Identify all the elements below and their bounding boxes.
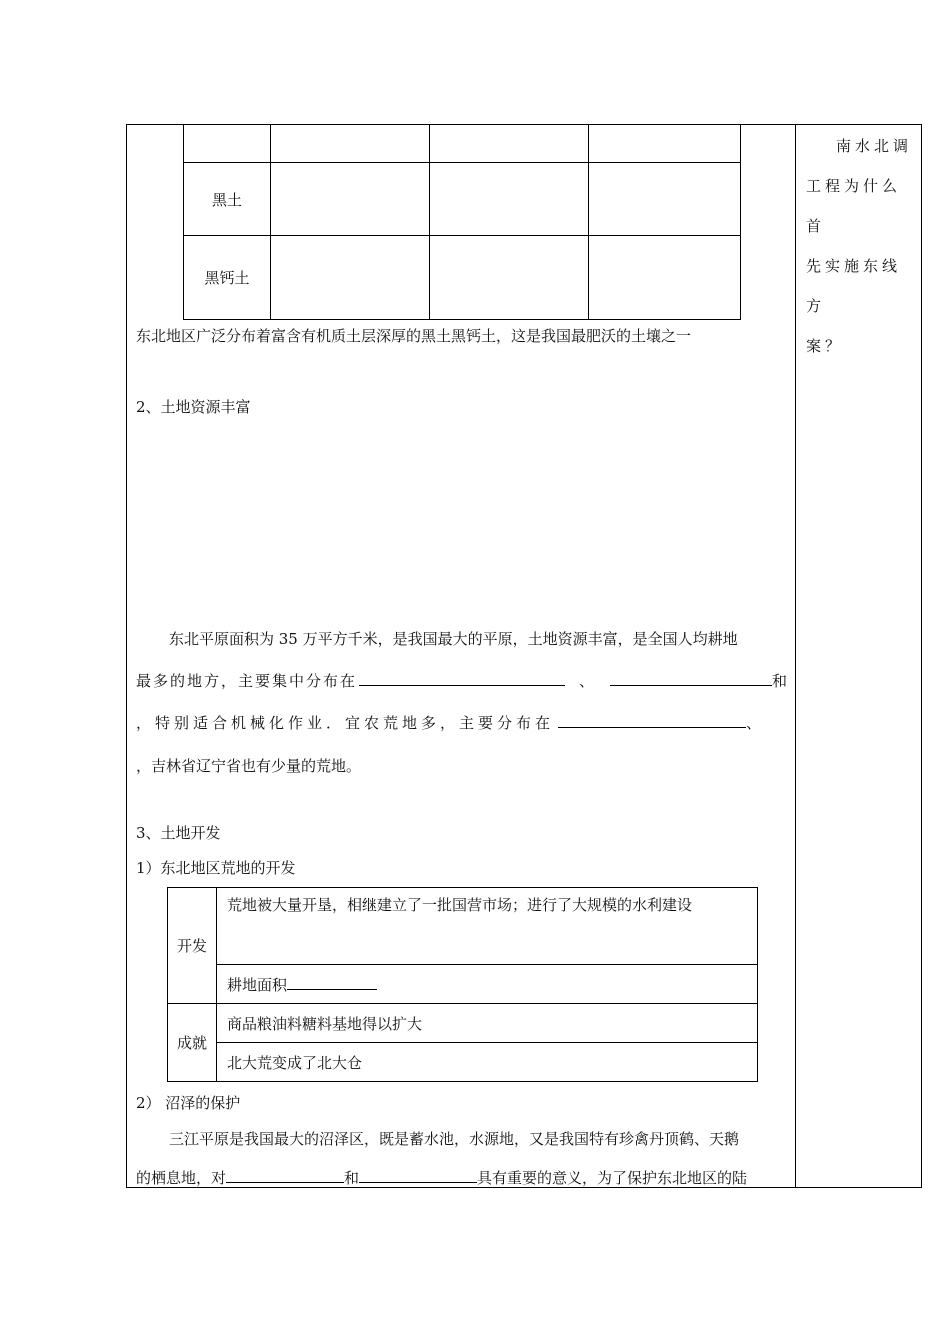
table-row [168,1043,758,1082]
side-note-line: 工程为什么首 [806,177,902,235]
development-table [167,887,758,1082]
table-cell: 商品粮油料糖料基地得以扩大 [217,1004,758,1043]
table-row [184,236,741,320]
subsection-heading: 2） 沼泽的保护 [136,1094,241,1112]
section-heading: 3、土地开发 [136,824,221,842]
paragraph-text: 最多的地方，主要集中分布在 [136,672,358,690]
paragraph-line [136,1167,747,1188]
answer-cell[interactable] [589,236,741,320]
soil-label-cell: 黑钙土 [184,236,271,320]
answer-cell[interactable] [589,125,741,163]
table-row [184,163,741,236]
answer-cell[interactable] [430,125,589,163]
fill-blank[interactable] [226,1167,344,1183]
answer-cell[interactable] [271,125,430,163]
paragraph-text: ，特别适合机械化作业．宜农荒地多，主要分布在 [136,714,555,732]
side-note-line: 南水北调 [836,137,913,155]
fill-blank[interactable] [287,974,377,990]
paragraph-line: 东北平原面积为 35 万平方千米，是我国最大的平原，土地资源丰富，是全国人均耕地 [169,630,738,648]
paragraph-text: 的栖息地，对 [136,1169,227,1187]
fill-blank[interactable] [610,670,772,686]
paragraph-line [136,712,765,733]
paragraph-text: 、 [579,672,597,690]
answer-cell[interactable] [430,163,589,236]
column-divider [795,124,796,1188]
table-cell-text: 耕地面积 [227,975,288,994]
answer-cell[interactable] [589,163,741,236]
soil-table [183,124,741,320]
paragraph-text: 和 [772,672,790,690]
answer-cell[interactable] [430,236,589,320]
paragraph-line: 三江平原是我国最大的沼泽区，既是蓄水池，水源地，又是我国特有珍禽丹顶鹤、天鹅 [169,1130,740,1148]
table-row [168,965,758,1004]
soil-label-cell [184,125,271,163]
fill-blank[interactable] [359,1167,477,1183]
table-cell [217,965,758,1004]
row-header: 开发 [168,888,217,1004]
side-note-line: 案？ [806,337,845,355]
section-heading: 2、土地资源丰富 [136,398,251,416]
soil-label-cell: 黑土 [184,163,271,236]
answer-cell[interactable] [271,236,430,320]
fill-blank[interactable] [359,670,565,686]
answer-cell[interactable] [271,163,430,236]
table-cell: 北大荒变成了北大仓 [217,1043,758,1082]
side-note [806,126,914,366]
table-row [168,888,758,965]
paragraph-text: 、 [746,714,766,732]
side-note-line: 先实施东线方 [806,257,902,315]
table-row [184,125,741,163]
paragraph-text: 具有重要的意义，为了保护东北地区的陆 [477,1169,748,1187]
table-cell: 荒地被大量开垦，相继建立了一批国营市场；进行了大规模的水利建设 [217,888,758,965]
soil-summary: 东北地区广泛分布着富含有机质土层深厚的黑土黑钙土，这是我国最肥沃的土壤之一 [136,327,692,345]
table-row [168,1004,758,1043]
paragraph-text: 和 [344,1169,360,1187]
subsection-heading: 1）东北地区荒地的开发 [136,859,296,877]
paragraph-line: ，吉林省辽宁省也有少量的荒地。 [136,757,362,775]
row-header: 成就 [168,1004,217,1082]
fill-blank[interactable] [558,712,746,728]
paragraph-line [136,670,789,691]
